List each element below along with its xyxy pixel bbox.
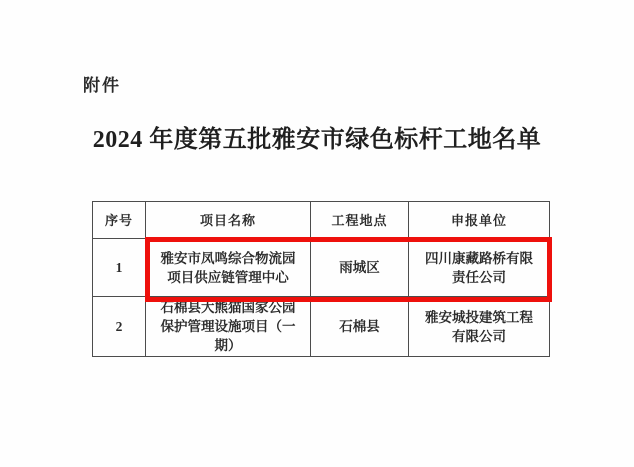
header-cell-declaring-unit: 申报单位 [409, 202, 550, 239]
project-location: 雨城区 [311, 239, 409, 297]
projects-table-container [92, 201, 549, 357]
table-row [93, 297, 550, 357]
page-title: 2024 年度第五批雅安市绿色标杆工地名单 [92, 127, 542, 153]
project-name: 石棉县大熊猫国家公园保护管理设施项目（一期） [146, 297, 311, 357]
attachment-label: 附件 [83, 76, 121, 95]
header-cell-index: 序号 [93, 202, 146, 239]
project-name: 雅安市凤鸣综合物流园项目供应链管理中心 [146, 239, 311, 297]
project-location: 石棉县 [311, 297, 409, 357]
header-cell-location: 工程地点 [311, 202, 409, 239]
header-cell-project-name: 项目名称 [146, 202, 311, 239]
row-index: 1 [93, 239, 146, 297]
declaring-unit: 四川康藏路桥有限责任公司 [409, 239, 550, 297]
projects-table [92, 201, 550, 357]
table-header-row [93, 202, 550, 239]
declaring-unit: 雅安城投建筑工程有限公司 [409, 297, 550, 357]
table-row [93, 239, 550, 297]
row-index: 2 [93, 297, 146, 357]
